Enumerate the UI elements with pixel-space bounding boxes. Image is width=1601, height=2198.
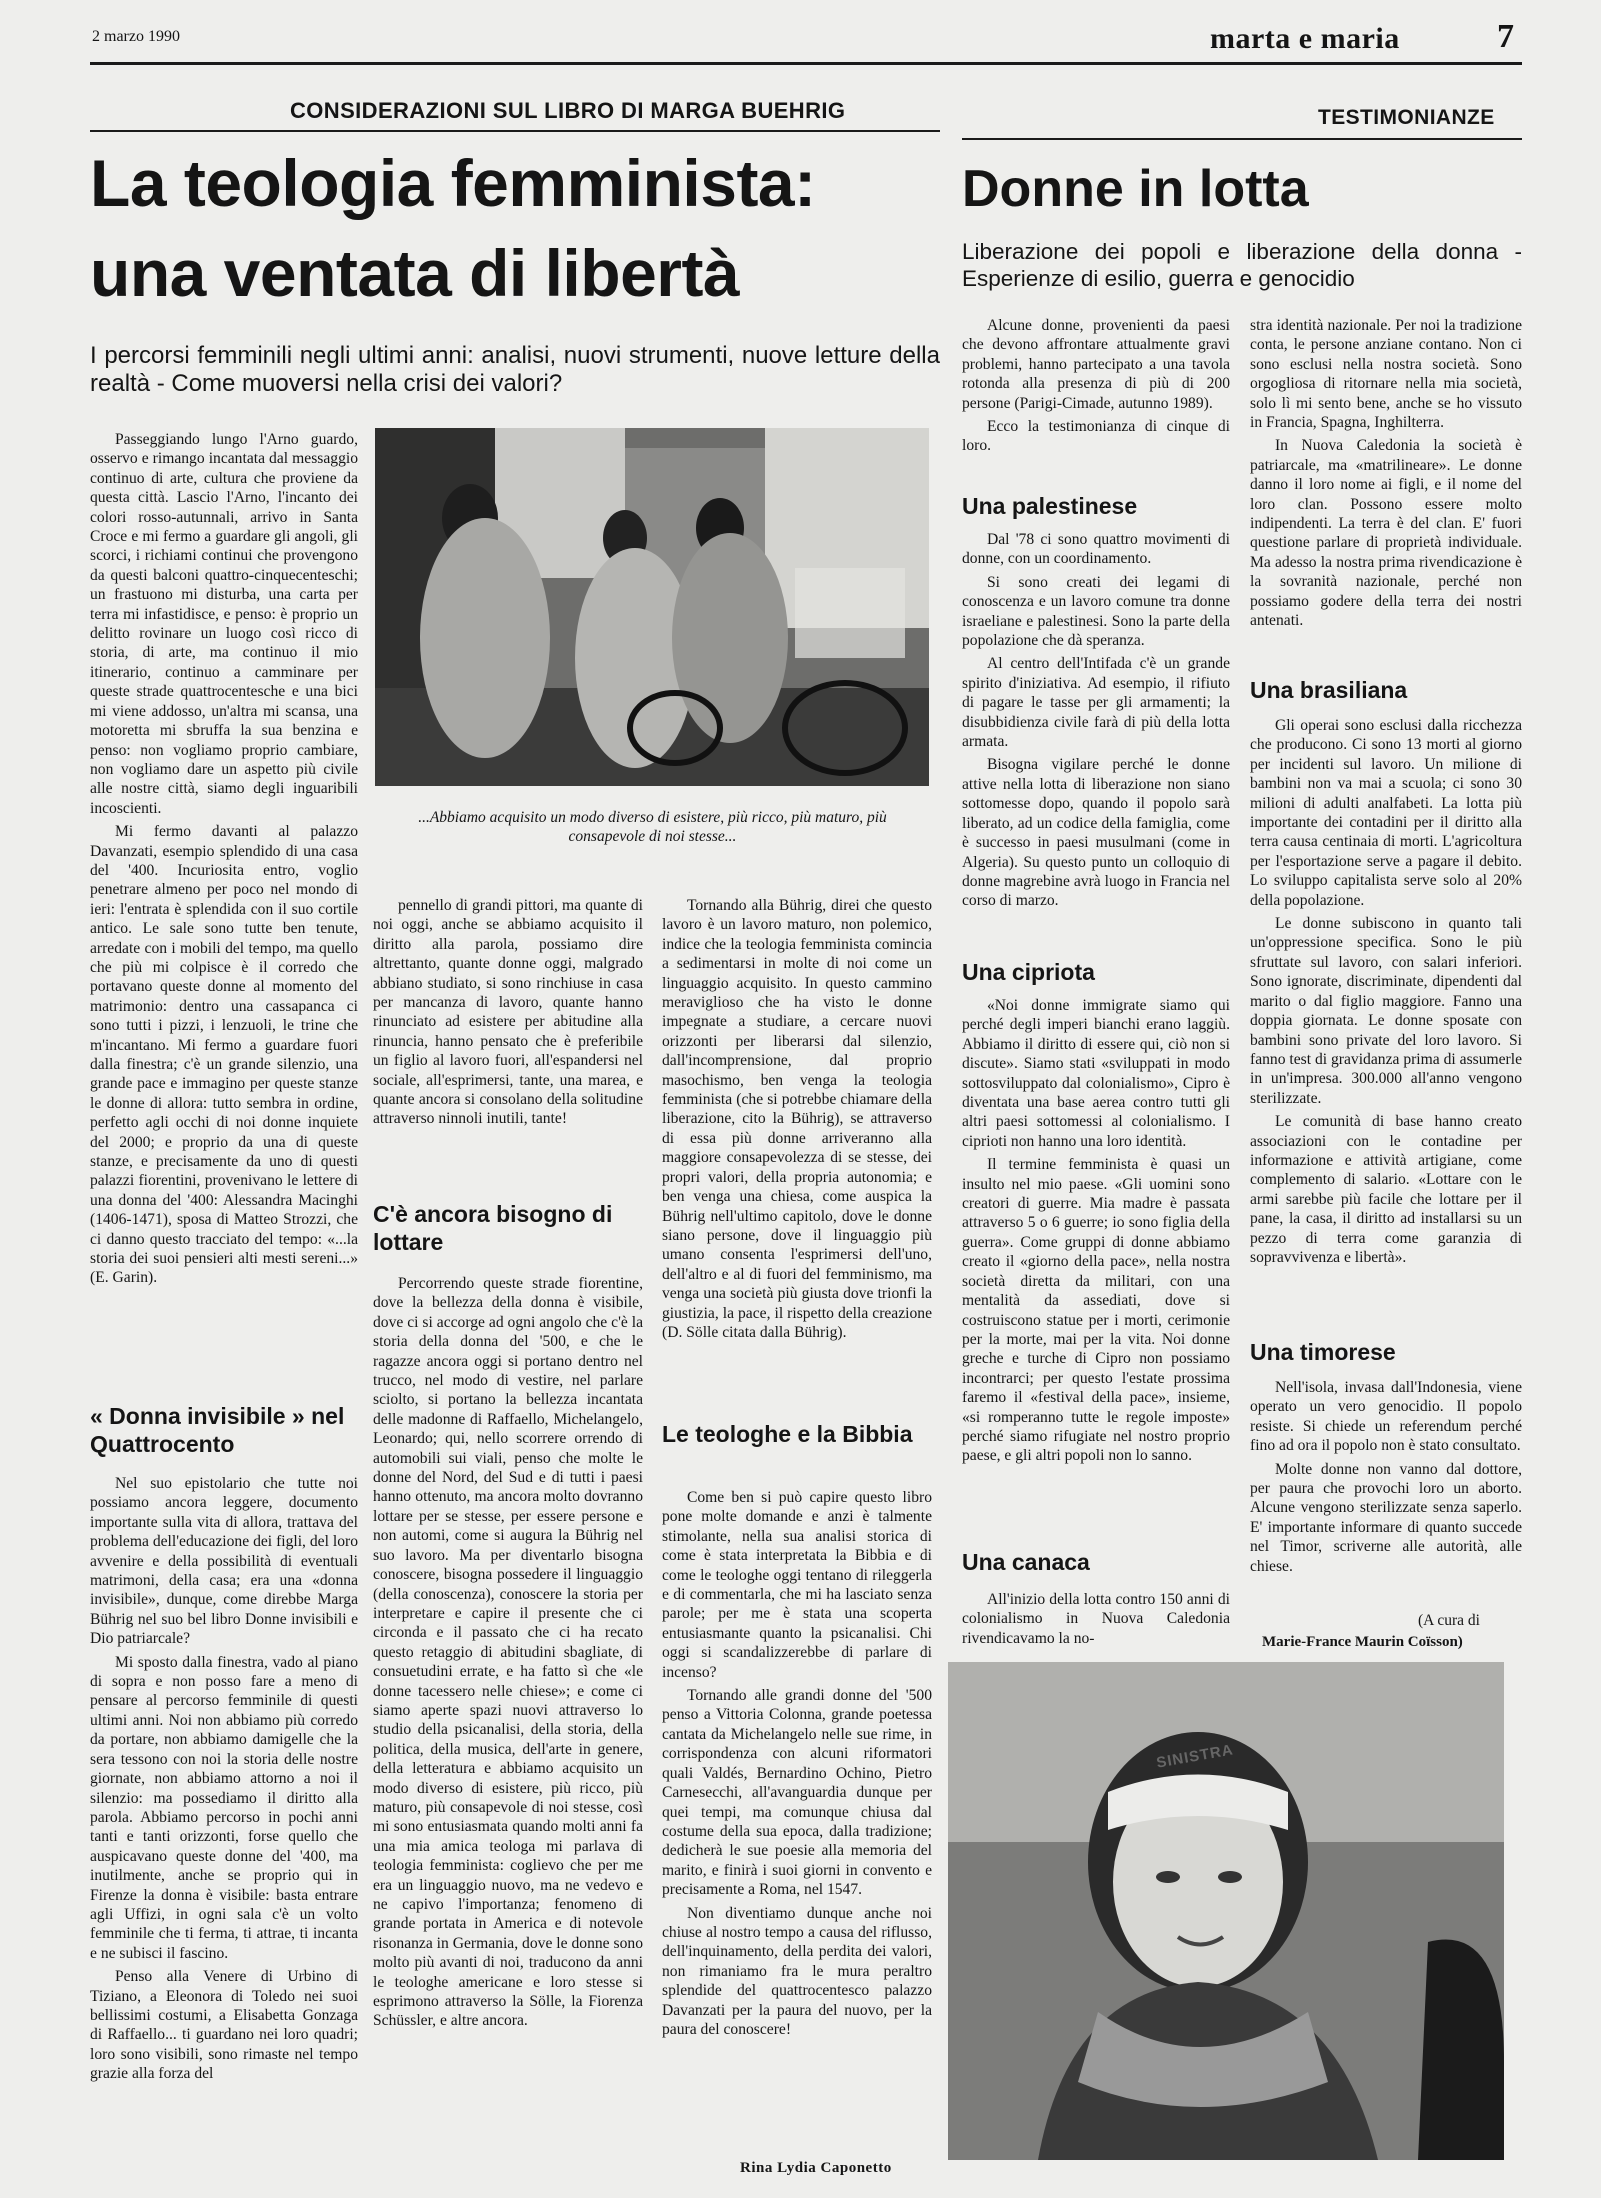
left-col3-text [662,896,932,1406]
subheading-brasiliana: Una brasiliana [1250,677,1408,703]
subheading-teologhe-bibbia: Le teologhe e la Bibbia [662,1421,913,1447]
left-col2b-text [373,1274,643,2164]
paragraph: Mi fermo davanti al palazzo Davanzati, esempio splendido di una casa del '400. Incuriosita entro, voglio penetrare almeno per poco nel mondo di ieri: l'entrata è splendida con il suo cortile antico. Le sale sono tutte ben tenute, arredate con i mobili del tempo, ma quello che più mi colpisce è il corredo che portavano queste donne al momento del matrimonio: dentro una cassapanca ci sono tutti i pizzi, i lenzuoli, le trine che m'incantano. Mi fermo a guardare fuori dalla finestra; c'è un grande silenzio, una grande pace e immagino per queste stanze le donne di allora: tutto sembra in ordine, perfetto agli occhi di noi donne inquiete del 2000; e proprio da una di queste stanze, e precisamente da uno di questi palazzi fiorentini, provenivano le lettere di una donna del '400: Alessandra Macinghi (1406-1471), sposa di Matteo Strozzi, che ci danno questo tracciato del tempo: «...la storia dei suoi pensieri alti mesti sereni...» (E. Garin). [90,823,358,1287]
left-kicker-rule [90,130,940,132]
left-col2-text [373,896,643,1176]
subheading-cipriota: Una cipriota [962,959,1095,985]
paragraph: Percorrendo queste strade fiorentine, dove la bellezza della donna è visibile, dove ci si accorge ad ogni angolo che c'è la storia della donna del '500, e che le ragazze ancora oggi si portano dentro nel trucco, nel modo di vestire, nel parlare sciolto, si portano la bellezza incantata delle madonne di Raffaello, Michelangelo, Leonardo; qui, nello scorrere orrendo di automobili sui viali, penso che molte le donne del Nord, del Sud e di tutti i paesi hanno ottenuto, ma ancora molto dovranno lottare per se stesse, per essere persone e non automi, come si augura la Bührig nel suo lavoro. Ma per diventarlo bisogna conoscere, bisogna possedere il linguaggio (della conoscenza), conoscere la storia per interpretare e capire il presente che ci circonda e il passato che ci ha recato questo retaggio di abitudini sbagliate, di consuetudini errate, e ha fatto sì che «le donne tacessero nelle chiese»; e come ci siamo aperte spazi nuovi attraverso lo studio della psicanalisi, della storia, della politica, della musica, dell'arte in genere, della letteratura e abbiamo acquisito un modo diverso di esistere, più ricco, più maturo, più consapevole di noi stesse, così mi sono entusiasmata quando molti anni fa una mia amica teologa mi parlava di teologia femminista: coglievo che per me era un linguaggio nuovo, ma ne vedevo e ne capivo l'importanza; fenomeno di grande portata in America e di notevole risonanza in Germania, dove le donne sono molto più avanti di noi, traducono da anni le teologhe americane e loro stesse si esprimono attraverso la Sölle, la Fiorenza Schüssler, e altre ancora. [373,1275,643,2030]
left-col1-text [90,430,358,1400]
paragraph: Non diventiamo dunque anche noi chiuse al nostro tempo a causa del riflusso, dell'inquinamento, della perdita dei valori, non rimaniamo fra le mura peraltro splendide del quattrocentesco palazzo Davanzati per la paura del nuovo, per la paura del conoscere! [662,1904,932,2038]
paragraph: Dal '78 ci sono quattro movimenti di donne, con un coordinamento. [962,531,1230,568]
right-title: Donne in lotta [962,160,1309,218]
paragraph: Il termine femminista è quasi un insulto nel mio paese. «Gli uomini sono creatori di guerre. Mia madre è passata attraverso 5 o 6 guerre; io sono figlia della guerra». Come gruppi di donne abbiamo creato il «giorno della pace», nella nostra società diretta da militari, con una mentalità da assediati, dove si costruiscono statue per i morti, cerimonie per la morte, mai per la vita. Noi donne greche e turche di Cipro non possiamo incontrarci; per questo l'estate prossima faremo il «festival della pace», insieme, «si romperanno tutte le regole imposte» perché siamo rifugiate nel nostro proprio paese, e gli altri popoli non lo sanno. [962,1156,1230,1465]
subheading-canaca: Una canaca [962,1549,1090,1575]
paragraph: Si sono creati dei legami di conoscenza e un lavoro comune tra donne israeliane e palestinesi. Sono la parte della popolazione che dà speranza. [962,573,1230,650]
header-paper-name: marta e maria [1210,22,1400,55]
left-kicker: CONSIDERAZIONI SUL LIBRO DI MARGA BUEHRIG [290,98,846,123]
header-rule [90,62,1522,65]
right-credit-line2: Marie-France Maurin Coïsson) [1262,1634,1463,1650]
right-colA-intro [962,316,1230,476]
paragraph: pennello di grandi pittori, ma quante di noi oggi, anche se abbiamo acquisito il diritto alla parola, possiamo dire altrettanto, quante donne oggi, malgrado abbiano studiato, si sono rinchiuse in casa per mancanza di lavoro, quante hanno rinunciato ad esistere per abitudine alla rinuncia, hanno pensato che è preferibile un figlio al lavoro fuori, all'espandersi nel sociale, all'esprimersi, tante, una marea, e quante ancora si consolano della solitudine attraverso ninnoli inutili, tante! [373,897,643,1128]
paragraph: Ecco la testimonianza di cinque di loro. [962,418,1230,455]
right-colB-canaca-cont [1250,316,1522,662]
paragraph: stra identità nazionale. Per noi la tradizione conta, le persone anziane contano. Non ci sono esclusi nella nostra società. Sono orgogliosa di ritornare nella mia società, solo lì mi sento bene, anche se ho vissuto in Francia, Spagna, Inghilterra. [1250,317,1522,432]
right-colA-palestinese [962,530,1230,930]
right-subtitle: Liberazione dei popoli e liberazione della donna - Esperienze di esilio, guerra e genocidio [962,239,1522,291]
paragraph: Le comunità di base hanno creato associazioni con le contadine per informazione e attività artigiane, come complemento di salario. «Lottare con le armi sarebbe più facile che lottare per il pane, la casa, il diritto ad installarsi su un pezzo di terra come garanzia di sopravvivenza e libertà». [1250,1113,1522,1266]
paragraph: Gli operai sono esclusi dalla ricchezza che producono. Ci sono 13 morti al giorno per incidenti sul lavoro. Un milione di bambini non va mai a scuola; ci sono 30 milioni di adulti analfabeti. La lotta più importante dei contadini per il diritto alla terra causa centinaia di morti. L'agricoltura per l'esportazione serve a pagare il debito. Lo sviluppo capitalista serve solo al 20% della popolazione. [1250,717,1522,909]
paragraph: Penso alla Venere di Urbino di Tiziano, a Eleonora di Toledo nei suoi bellissimi costumi, a Elisabetta Gonzaga di Raffaello... ti guardano nei loro quadri; loro sono visibili, sono rimaste nel tempo grazie alla forza del [90,1968,358,2083]
subheading-donna-invisibile: « Donna invisibile » nel Quattrocento [90,1403,345,1457]
right-colB-timorese [1250,1378,1522,1600]
left-author: Rina Lydia Caponetto [740,2160,892,2176]
right-colB-brasiliana [1250,716,1522,1326]
subheading-timorese: Una timorese [1250,1339,1396,1365]
left-title-line1: La teologia femminista: [90,146,816,220]
paragraph: In Nuova Caledonia la società è patriarcale, ma «matrilineare». Le donne danno il loro nome ai figli, e il nome del loro clan. Possono essere molto indipendenti. La terra è del clan. E' fuori questione parlare di proprietà individuale. Ma adesso la nostra prima rivendicazione è la sovranità nazionale, perché non possiamo godere della terra dei nostri antenati. [1250,437,1522,630]
paragraph: Mi sposto dalla finestra, vado al piano di sopra e non posso fare a meno di pensare al percorso femminile di questi ultimi anni. Noi non abbiamo più corredo da portare, non abbiamo damigelle che la sera tessono con noi la storia delle nostre giornate, non abbiamo attorno a noi il silenzio: ma possediamo il diritto alla parola. Abbiamo percorso in pochi anni tanti e tanti orizzonti, forse quello che auspicavano queste donne del '400, ma inutilmente, anche se proprio qui in Firenze la donna è visibile: basta entrare agli Uffizi, in ogni sala c'è un volto femminile che ti ferma, ti attrae, ti incanta e ne subisci il fascino. [90,1653,358,1962]
paragraph: Bisogna vigilare perché le donne attive nella lotta di liberazione non siano sottomesse dopo, quando il popolo sarà liberato, ad un codice della famiglia, come è successo in paesi musulmani (come in Algeria). Su questo punto un colloquio di donne magrebine avrà luogo in Francia nel corso di marzo. [962,756,1230,910]
paragraph: Nel suo epistolario che tutte noi possiamo ancora leggere, documento importante sulla vita di allora, trattava del problema dell'educazione dei figli, del loro avvenire e della possibilità di eventuali matrimoni, della casa; era una «donna invisibile», dunque, come direbbe Marga Bührig nel suo bel libro Donne invisibili e Dio patriarcale? [90,1475,358,1648]
left-col3b-text [662,1488,932,2133]
right-colA-cipriota [962,996,1230,1536]
paragraph: Nell'isola, invasa dall'Indonesia, viene operato un vero genocidio. Il popolo resiste. Si chiede un referendum perché fino ad ora il popolo non è stato consultato. [1250,1379,1522,1455]
left-col1b-text [90,1474,358,2164]
left-subtitle: I percorsi femminili negli ultimi anni: analisi, nuovi strumenti, nuove letture della realtà - Come muoversi nella crisi dei valori? [90,342,940,397]
paragraph: Al centro dell'Intifada c'è un grande spirito d'iniziativa. Ad esempio, il rifiuto di pagare le tasse per gli armamenti; la disubbidienza civile farà di più della lotta armata. [962,655,1230,751]
paragraph: Molte donne non vanno dal dottore, per paura che provochi loro un aborto. Alcune vengono sterilizzate senza saperlo. E' importante informare di quanto succede nel Timor, scriverne alle autorità, alle chiese. [1250,1460,1522,1575]
street-women-photo [375,428,929,786]
headband-text: SINISTRA [1155,1741,1235,1772]
paragraph: Passeggiando lungo l'Arno guardo, osservo e rimango incantata dal messaggio continuo di arte, cultura che proviene da questa città. Lascio l'Arno, l'incanto dei colori rosso-autunnali, arrivo in Santa Croce e mi fermo a guardare gli angoli, gli scorci, i richiami continui che provengono da questi balconi quattro-cinquecenteschi; un frastuono mi disturba, una carta per terra mi infastidisce, e penso: è proprio un delitto rovinare un luogo così ricco di storia, di arte, ma continuo il mio itinerario, continuo a camminare per queste strade quattrocentesche e una bici mi viene addosso, un'altra mi scansa, una motoretta mi sbruffa la sua benzina e penso: non vogliamo proprio cambiare, non vogliamo dare un aspetto più civile alle nostre città, siamo degli inguaribili incoscienti. [90,431,358,817]
paragraph: Le donne subiscono in quanto tali un'oppressione specifica. Sono le più sfruttate sul lavoro, con salari inferiori. Sono ignorate, discriminate, dipendenti dal marito o dal figlio maggiore. Fanno una doppia giornata. Le donne sposate con bambini sono private del loro lavoro. Si fanno test di gravidanza prima di assumerle in un'impresa. 300.000 all'anno vengono sterilizzate. [1250,915,1522,1107]
left-title-line2: una ventata di libertà [90,236,740,310]
paragraph: Tornando alle grandi donne del '500 penso a Vittoria Colonna, grande poetessa cantata da Michelangelo nelle sue rime, in corrispondenza con alcuni riformatori quali Valdés, Bernardino Ochino, Pietro Carnesecchi, all'avanguardia dunque per quei tempi, ma comunque chiusa dal costume della sua epoca, dalla tradizione; dedicherà le sue poesie alla memoria del marito, e finirà i suoi giorni in convento e precisamente a Roma, nel 1547. [662,1687,932,1899]
paragraph: Come ben si può capire questo libro pone molte domande e anzi è talmente stimolante, nella sua analisi storica di come è stata interpretata la Bibbia e di come le teologhe oggi tentano di rileggerla e di commentarla, che mi ha lasciato senza parole; per me è stata una scoperta entusiasmante quanto la psicanalisi. Chi oggi si scandalizzerebbe di parlare di incenso? [662,1489,932,1681]
paragraph: All'inizio della lotta contro 150 anni di colonialismo in Nuova Caledonia rivendicavamo la no- [962,1591,1230,1647]
right-kicker: TESTIMONIANZE [1318,106,1495,129]
right-kicker-rule [962,138,1522,140]
woman-portrait-image [948,1662,1504,2160]
header-date: 2 marzo 1990 [92,28,180,45]
paragraph: Tornando alla Bührig, direi che questo lavoro è un lavoro maturo, non polemico, indice che la teologia femminista comincia a sedimentarsi in molte di noi come un linguaggio acquisito. In questo cammino meraviglioso che ha visto le donne impegnate a studiare, a cercare nuovi orizzonti per liberarsi dal silenzio, dall'incomprensione, dal proprio masochismo, ben venga la teologia femminista (che si potrebbe chiamare della liberazione, cito la Bührig), se attraverso di essa più donne arriveranno alla maggiore consapevolezza di se stesse, dei propri valori, della propria autonomia; e ben venga una chiesa, come auspica la Bührig nell'ultimo capitolo, dove le donne siano persone, dove il linguaggio più umano consenta l'esprimersi dell'uno, dell'altro e al di fuori del femminismo, ma venga una società più giusta dove trionfi la giustizia, la pace, il rispetto della creazione (D. Sölle citata dalla Bührig). [662,897,932,1341]
right-colA-canaca [962,1590,1230,1652]
subheading-bisogno-di-lottare: C'è ancora bisogno di lottare [373,1201,613,1255]
right-credit-line1: (A cura di [1418,1612,1480,1629]
woman-portrait-photo [948,1662,1504,2160]
photo-caption: ...Abbiamo acquisito un modo diverso di esistere, più ricco, più maturo, più consapevole di noi stesse... [418,809,887,845]
paragraph: Alcune donne, provenienti da paesi che devono affrontare attualmente gravi problemi, hanno partecipato a una tavola rotonda alla presenza di più di 200 persone (Parigi-Cimade, autunno 1989). [962,317,1230,412]
header-page-number: 7 [1497,18,1514,55]
paragraph: «Noi donne immigrate siamo qui perché degli imperi bianchi erano laggiù. Abbiamo il diritto di essere qui, ciò non si discute». Siamo stati «sviluppati in modo sottosviluppato dal colonialismo», Cipro è diventata una base aerea contro tutti gli altri paesi sottomessi al colonialismo. I ciprioti non hanno una loro identità. [962,997,1230,1150]
subheading-palestinese: Una palestinese [962,493,1138,519]
street-scene-image [375,428,929,786]
